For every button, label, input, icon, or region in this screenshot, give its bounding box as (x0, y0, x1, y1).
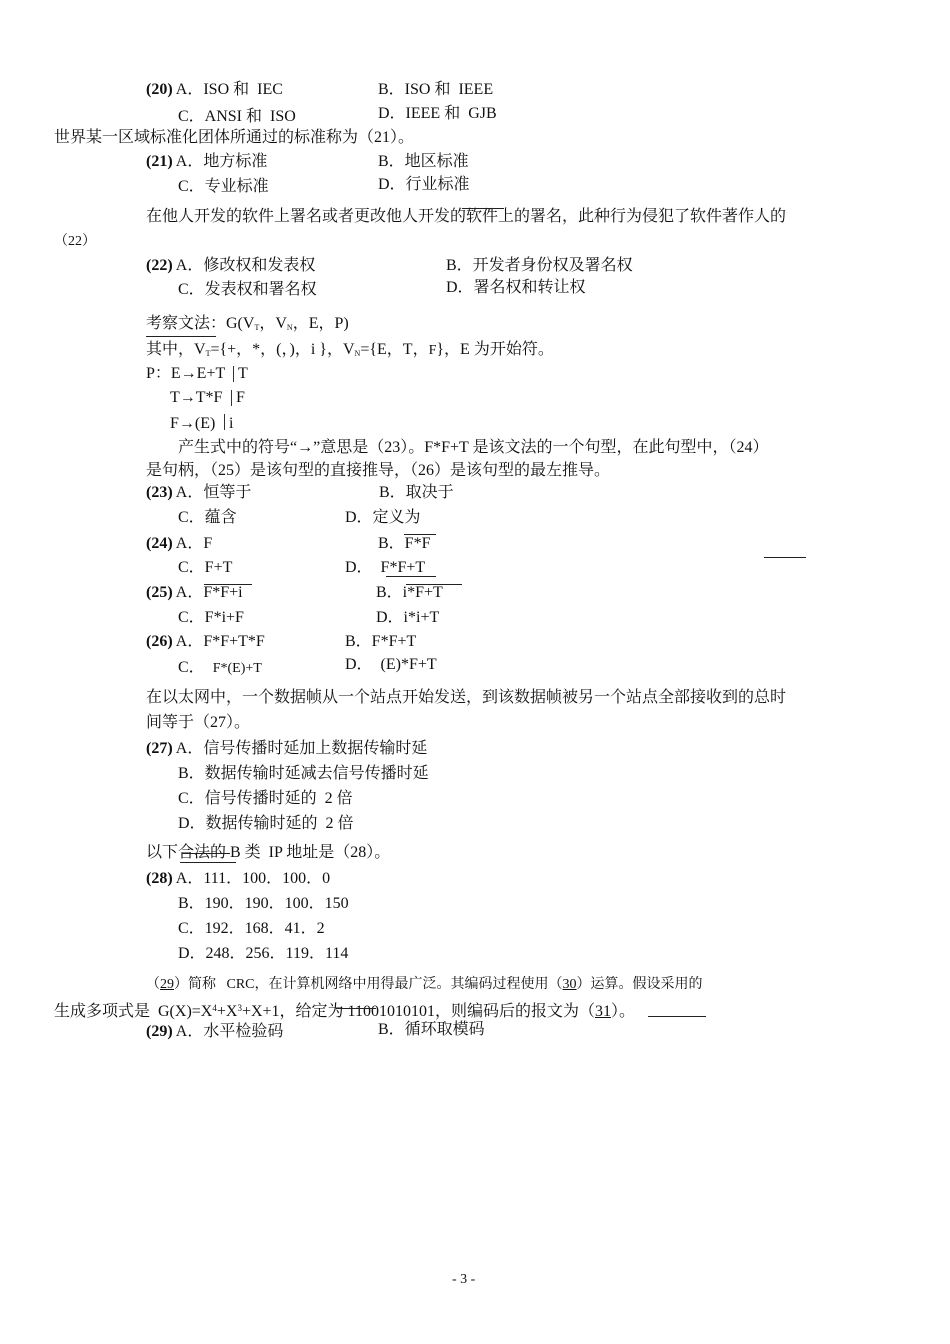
blank-29: 29 (160, 977, 174, 992)
overline-mark (406, 584, 462, 585)
strike-mark (336, 1008, 376, 1009)
production-2-rhs: F (236, 389, 245, 406)
grammar-sym-part: F (428, 343, 437, 358)
q25-number: (25) (146, 584, 173, 601)
subscript-t: T (254, 323, 260, 332)
q27-option-a-line (146, 739, 427, 759)
q29-stem-line1 (146, 975, 703, 995)
q21-stem: 世界某一区域标准化团体所通过的标准称为（21）。 (54, 129, 415, 146)
q20-number: (20) (146, 81, 173, 98)
q22-option-b: B．开发者身份权及署名权 (446, 257, 633, 274)
q23-option-a: A．恒等于 (175, 484, 252, 501)
q24-option-a-line (146, 534, 212, 554)
q22-option-a-line (146, 256, 315, 276)
strike-mark (182, 853, 230, 854)
underline-mark (146, 336, 216, 337)
q29-option-b: B．循环取模码 (378, 1021, 485, 1038)
q26-option-d: D． (E)*F+T (345, 656, 437, 673)
blank-31: 31 (594, 1003, 611, 1020)
q21-option-b: B．地区标准 (378, 153, 469, 170)
grammar-def-part: ，E，P) (292, 315, 349, 332)
alternative-bar (231, 390, 232, 406)
grammar-sym-part: 其中，V (146, 341, 206, 358)
q24-option-a: A．F (175, 535, 213, 552)
q25-option-d: D．i*i+T (376, 609, 440, 626)
q26-option-a: A．F*F+T*F (175, 633, 265, 650)
q25-option-a-line (146, 583, 243, 603)
q29-option-a: A．水平检验码 (175, 1023, 284, 1040)
q20-option-b: B．ISO 和 IEEE (378, 81, 494, 98)
q23-option-a-line (146, 483, 251, 503)
q26-option-a-line (146, 632, 265, 652)
q26-option-c-letter: C． (178, 659, 213, 676)
q27-stem-line2: 间等于（27）。 (146, 714, 251, 731)
q20-option-a-line (146, 80, 283, 100)
stray-line (764, 557, 806, 558)
grammar-sym-part: ={E，T， (360, 341, 429, 358)
q26-option-b: B．F*F+T (345, 633, 417, 650)
q28-option-b: B．190．190．100．150 (178, 895, 349, 912)
page-number: - 3 - (452, 1272, 476, 1287)
q27-number: (27) (146, 740, 173, 757)
stem-part: +X (216, 1003, 238, 1020)
q26-option-c-value: F*(E)+T (212, 661, 262, 676)
q24-option-c: C．F+T (178, 559, 233, 576)
q29-option-a-line (146, 1022, 283, 1042)
q27-option-c: C．信号传播时延的 2 倍 (178, 790, 353, 807)
q24-option-b: B．F*F (378, 535, 431, 552)
q28-option-a-line (146, 869, 330, 889)
q29-stem-line2 (54, 998, 635, 1022)
q27-option-d: D．数据传输时延的 2 倍 (178, 815, 354, 832)
q20-option-a: A．ISO 和 IEC (175, 81, 283, 98)
stem-part: ）。 (610, 1003, 635, 1020)
q20-option-d: D．IEEE 和 GJB (378, 105, 497, 122)
q22-stem-line1: 在他人开发的软件上署名或者更改他人开发的软件上的署名，此种行为侵犯了软件著作人的 (146, 208, 787, 225)
q28-stem: 以下合法的 B 类 IP 地址是（28）。 (146, 844, 391, 861)
underline-mark (648, 1016, 706, 1017)
underline-mark (386, 576, 436, 577)
alternative-bar (233, 366, 234, 382)
grammar-definition (146, 314, 349, 338)
stem-part: ）运算。假设采用的 (576, 977, 703, 992)
grammar-def-part: ，V (259, 315, 287, 332)
grammar-symbols (146, 340, 554, 364)
q22-stem-line2: （22） (54, 234, 96, 249)
q28-number: (28) (146, 870, 173, 887)
production-3-rhs: i (229, 415, 234, 432)
superscript-3: 3 (237, 1003, 242, 1013)
q23-option-b: B．取决于 (379, 484, 454, 501)
overline-mark (204, 584, 252, 585)
alternative-bar (224, 414, 225, 430)
superscript-4: 4 (212, 1003, 217, 1013)
q23-stem-line2: 是句柄，（25）是该句型的直接推导，（26）是该句型的最左推导。 (146, 462, 611, 479)
stem-part: +X+1，给定为 11001010101，则编码后的报文为（ (241, 1003, 595, 1020)
q22-number: (22) (146, 257, 173, 274)
q25-option-a: A．F*F+i (175, 584, 243, 601)
production-1-rhs: T (238, 365, 248, 382)
q21-option-a: A．地方标准 (175, 153, 268, 170)
overline-mark (404, 534, 436, 535)
q27-stem-line1: 在以太网中，一个数据帧从一个站点开始发送，到该数据帧被另一个站点全部接收到的总时 (146, 689, 787, 706)
q21-option-c: C．专业标准 (178, 178, 269, 195)
q23-stem-line1: 产生式中的符号“→”意思是（23）。F*F+T 是该文法的一个句型，在此句型中，（24） (178, 439, 769, 456)
q28-option-c: C．192．168．41．2 (178, 920, 325, 937)
q27-option-a: A．信号传播时延加上数据传输时延 (175, 740, 428, 757)
subscript-n: N (354, 349, 361, 358)
q26-option-c (178, 658, 262, 679)
q21-number: (21) (146, 153, 173, 170)
q29-number: (29) (146, 1023, 173, 1040)
q23-number: (23) (146, 484, 173, 501)
q21-option-d: D．行业标准 (378, 176, 470, 193)
q28-option-d: D．248．256．119．114 (178, 945, 349, 962)
q22-option-c: C．发表权和署名权 (178, 281, 317, 298)
q25-option-c: C．F*i+F (178, 609, 244, 626)
stem-part: （ (146, 977, 160, 992)
q21-option-a-line (146, 152, 267, 172)
q25-option-b: B．i*F+T (376, 584, 443, 601)
strike-mark (462, 208, 504, 209)
grammar-sym-part: }，E 为开始符。 (436, 341, 554, 358)
q22-option-d: D．署名权和转让权 (446, 279, 586, 296)
q23-option-c: C．蕴含 (178, 509, 237, 526)
q26-number: (26) (146, 633, 173, 650)
q24-number: (24) (146, 535, 173, 552)
stem-part: ）简称 CRC，在计算机网络中用得最广泛。其编码过程使用（ (174, 977, 563, 992)
grammar-sym-part: ={+，*，(，)，i }，V (210, 341, 355, 358)
subscript-t: T (205, 349, 211, 358)
production-3-lhs: F→(E) (170, 415, 216, 432)
q27-option-b: B．数据传输时延减去信号传播时延 (178, 765, 429, 782)
subscript-n: N (286, 323, 293, 332)
q28-option-a: A．111．100．100．0 (175, 870, 331, 887)
production-2-lhs: T→T*F (170, 389, 223, 406)
production-1-lhs: P：E→E+T (146, 365, 226, 382)
q24-option-d: D． F*F+T (345, 559, 426, 576)
q23-option-d: D．定义为 (345, 509, 421, 526)
stem-part: 生成多项式是 G(X)=X (54, 1003, 213, 1020)
underline-mark (180, 862, 236, 863)
blank-30: 30 (562, 977, 577, 992)
q20-option-c: C．ANSI 和 ISO (178, 108, 296, 125)
grammar-def-part: 考察文法：G(V (146, 315, 255, 332)
q22-option-a: A．修改权和发表权 (175, 257, 316, 274)
